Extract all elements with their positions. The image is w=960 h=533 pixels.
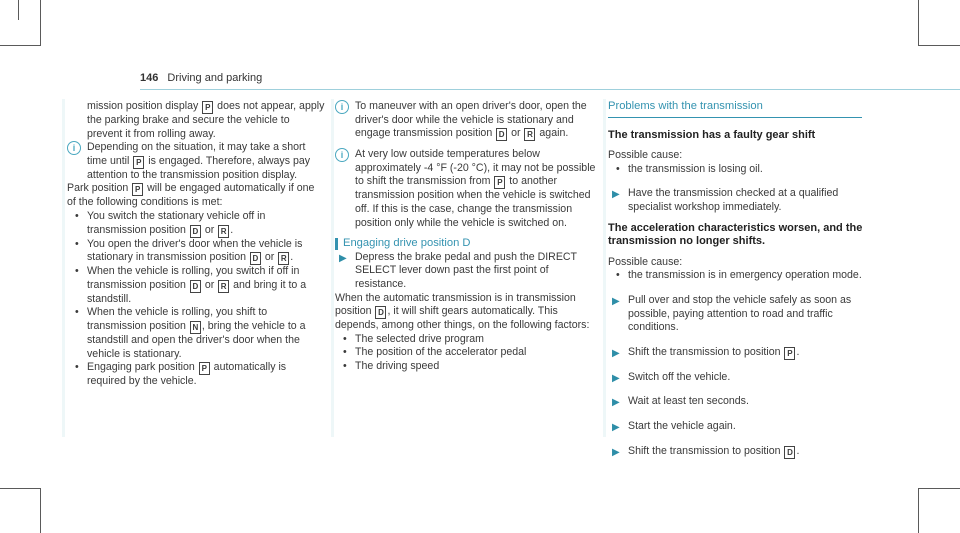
cause-label: Possible cause: — [608, 149, 683, 162]
list-item: • When the vehicle is rolling, you shift to transmission position N , bring the vehicle to a standstill and open the driver's door when the vehicle is stationary. — [67, 306, 325, 361]
arrow-icon: ▶ — [612, 347, 620, 359]
gear-n-icon: N — [190, 321, 201, 334]
section-heading: Engaging drive position D — [335, 237, 597, 251]
step: ▶ Switch off the vehicle. — [612, 370, 731, 384]
step: ▶ Depress the brake pedal and push the DIRECT SELECT lever down past the first point of resistance. — [339, 250, 577, 290]
list-item: • the transmission is losing oil. — [608, 163, 868, 177]
list-item: • You switch the stationary vehicle off in transmission position D or R . — [67, 210, 325, 238]
step: ▶ Pull over and stop the vehicle safely as soon as possible, paying attention to road and traffic conditions. — [612, 293, 852, 334]
gear-d-icon: D — [250, 252, 261, 265]
crop-mark — [918, 0, 919, 46]
gear-p-icon: P — [202, 101, 213, 114]
paragraph: Park position P will be engaged automatically if one of the following conditions is met: — [67, 182, 315, 209]
section-heading: Problems with the transmission — [608, 100, 763, 112]
gear-p-icon: P — [133, 156, 144, 169]
gear-p-icon: P — [494, 176, 505, 189]
gear-d-icon: D — [190, 280, 201, 293]
section-title: Driving and parking — [167, 72, 263, 84]
info-icon: i — [335, 100, 349, 114]
subheading: The transmission has a faulty gear shift — [608, 128, 816, 141]
column-bar — [603, 99, 606, 437]
column-bar — [62, 99, 65, 437]
crop-mark — [918, 488, 919, 533]
arrow-icon: ▶ — [612, 397, 620, 409]
gear-r-icon: R — [218, 280, 229, 293]
page-number: 146 — [140, 72, 159, 84]
page-header — [140, 72, 262, 84]
arrow-icon: ▶ — [612, 446, 620, 458]
gear-r-icon: R — [218, 225, 229, 238]
step: ▶ Shift the transmission to position P . — [612, 345, 800, 359]
gear-r-icon: R — [524, 128, 535, 141]
arrow-icon: ▶ — [612, 421, 620, 433]
note-text: At very low outside temperatures below approximately -4 °F (-20 °C), it may not be possible to shift the transmission from P to another transmission position when the vehicle is switched off. If this is the case, change the transmission position only while the vehicle is switched on. — [355, 148, 596, 229]
column-1 — [67, 100, 325, 389]
step: ▶ Shift the transmission to position D . — [612, 444, 800, 458]
crop-mark — [918, 488, 960, 489]
step: ▶ Start the vehicle again. — [612, 419, 736, 433]
gear-r-icon: R — [278, 252, 289, 265]
arrow-icon: ▶ — [612, 372, 620, 384]
crop-mark — [918, 45, 960, 46]
list-item: • Engaging park position P automatically is required by the vehicle. — [67, 361, 325, 389]
info-icon: i — [67, 141, 81, 155]
header-rule — [140, 89, 960, 90]
gear-d-icon: D — [496, 128, 507, 141]
list-item: • You open the driver's door when the vehicle is stationary in transmission position D or R . — [67, 238, 325, 266]
list-item: • The selected drive program — [335, 333, 597, 347]
list-item: • When the vehicle is rolling, you switch if off in transmission position D or R and bring it to a standstill. — [67, 265, 325, 306]
gear-p-icon: P — [132, 183, 143, 196]
crop-mark — [40, 0, 41, 46]
note-text: Depending on the situation, it may take a short time until P is engaged. Therefore, always pay attention to the transmission position display. — [87, 141, 311, 181]
cause-label: Possible cause: — [608, 255, 683, 268]
paragraph: When the automatic transmission is in transmission position D , it will shift gears automatically. This depends, among other things, on the following factors: — [335, 291, 590, 332]
gear-p-icon: P — [199, 362, 210, 375]
list-item: • the transmission is in emergency operation mode. — [608, 269, 868, 283]
arrow-icon: ▶ — [612, 189, 620, 201]
column-bar — [331, 99, 334, 437]
list-item: • The position of the accelerator pedal — [335, 346, 597, 360]
note — [67, 141, 325, 182]
note — [335, 148, 597, 230]
crop-mark — [0, 488, 41, 489]
gear-p-icon: P — [784, 347, 795, 360]
crop-mark — [18, 0, 19, 20]
note-text: To maneuver with an open driver's door, open the driver's door while the vehicle is stationary and engage transmission position D or R again. — [355, 100, 587, 140]
crop-mark — [0, 45, 41, 46]
arrow-icon: ▶ — [339, 252, 347, 264]
gear-d-icon: D — [190, 225, 201, 238]
text-continuation: mission position display P does not appear, apply the parking brake and secure the vehicle to prevent it from rolling away. — [87, 100, 325, 140]
info-icon: i — [335, 148, 349, 162]
step: ▶ Have the transmission checked at a qualified specialist workshop immediately. — [612, 187, 839, 213]
column-3 — [608, 100, 868, 459]
subheading: The acceleration characteristics worsen, and the transmission no longer shifts. — [608, 221, 863, 248]
gear-d-icon: D — [784, 446, 795, 459]
note — [335, 100, 597, 141]
crop-mark — [40, 488, 41, 533]
column-2 — [335, 100, 597, 374]
gear-d-icon: D — [375, 306, 386, 319]
arrow-icon: ▶ — [612, 295, 620, 307]
list-item: • The driving speed — [335, 360, 597, 374]
step: ▶ Wait at least ten seconds. — [612, 395, 749, 409]
